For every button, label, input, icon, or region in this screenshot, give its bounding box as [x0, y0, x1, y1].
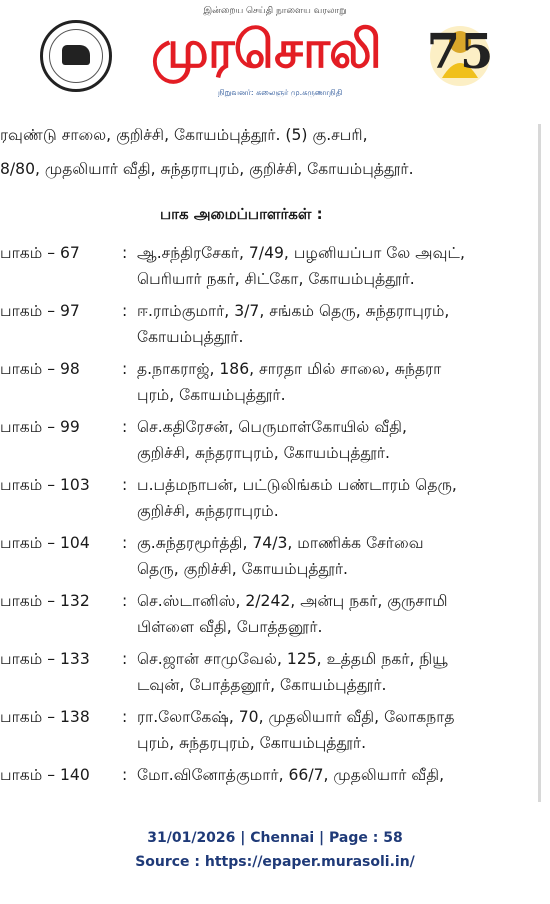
address-line: கு.சுந்தரமூர்த்தி, 74/3, மாணிக்க சேர்வை — [137, 534, 424, 552]
section-heading: பாக அமைப்பாளர்கள் : — [160, 205, 323, 223]
address-line: ப.பத்மநாபன், பட்டுலிங்கம் பண்டாரம் தெரு, — [137, 476, 457, 494]
list-item — [0, 418, 540, 476]
list-item — [0, 534, 540, 592]
lead-line: ரவுண்டு சாலை, குறிச்சி, கோயம்புத்தூர். (5) கு.சபரி, — [0, 126, 368, 144]
booth-label: பாகம் – 98 — [0, 360, 80, 378]
separator: : — [122, 360, 128, 378]
list-item — [0, 302, 540, 360]
separator: : — [122, 302, 128, 320]
list-item — [0, 708, 540, 766]
emblem-logo — [40, 20, 112, 92]
dateline: 31/01/2026 | Chennai | Page : 58 — [147, 830, 403, 846]
source-link[interactable]: Source : https://epaper.murasoli.in/ — [135, 854, 415, 870]
list-item — [0, 244, 540, 302]
page-footer — [0, 826, 550, 874]
list-item — [0, 766, 540, 802]
list-item — [0, 360, 540, 418]
address-line: பிள்ளை வீதி, போத்தனூர். — [137, 618, 323, 636]
address-line: த.நாகராஜ், 186, சாரதா மில் சாலை, சுந்தரா — [137, 360, 442, 378]
lead-line: 8/80, முதலியார் வீதி, சுந்தராபுரம், குறிச்சி, கோயம்புத்தூர். — [0, 160, 414, 178]
anniversary-emblem — [420, 8, 500, 100]
booth-label: பாகம் – 104 — [0, 534, 90, 552]
booth-label: பாகம் – 133 — [0, 650, 90, 668]
address-line: பெரியார் நகர், சிட்கோ, கோயம்புத்தூர். — [137, 270, 415, 288]
booth-label: பாகம் – 67 — [0, 244, 80, 262]
address-line: புரம், சுந்தரபுரம், கோயம்புத்தூர். — [137, 734, 367, 752]
address-line: செ.ஜான் சாமுவேல், 125, உத்தமி நகர், நியூ — [137, 650, 448, 668]
address-line: ரா.லோகேஷ், 70, முதலியார் வீதி, லோகநாத — [137, 708, 455, 726]
list-item — [0, 476, 540, 534]
booth-label: பாகம் – 140 — [0, 766, 90, 784]
address-line: தெரு, குறிச்சி, கோயம்புத்தூர். — [137, 560, 349, 578]
booth-label: பாகம் – 97 — [0, 302, 80, 320]
article-body — [0, 124, 540, 802]
booth-label: பாகம் – 132 — [0, 592, 90, 610]
masthead — [0, 0, 550, 112]
address-line: செ.கதிரேசன், பெருமாள்கோயில் வீதி, — [137, 418, 407, 436]
address-line: ஈ.ராம்குமார், 3/7, சங்கம் தெரு, சுந்தராபுரம், — [137, 302, 450, 320]
separator: : — [122, 244, 128, 262]
address-line: புரம், கோயம்புத்தூர். — [137, 386, 286, 404]
booth-label: பாகம் – 99 — [0, 418, 80, 436]
anniversary-number: 75 — [426, 24, 494, 80]
list-item — [0, 650, 540, 708]
address-line: ஆ.சந்திரசேகர், 7/49, பழனியப்பா லே அவுட், — [137, 244, 465, 262]
address-line: மோ.வினோத்குமார், 66/7, முதலியார் வீதி, — [137, 766, 445, 784]
booth-label: பாகம் – 138 — [0, 708, 90, 726]
separator: : — [122, 534, 128, 552]
separator: : — [122, 650, 128, 668]
separator: : — [122, 766, 128, 784]
address-line: செ.ஸ்டானிஸ், 2/242, அன்பு நகர், குருசாமி — [137, 592, 448, 610]
address-line: குறிச்சி, சுந்தராபுரம். — [137, 502, 279, 520]
column-edge — [538, 124, 541, 802]
masthead-tagline: இன்றைய செய்தி நாளைய வரலாறு — [203, 6, 347, 16]
separator: : — [122, 418, 128, 436]
separator: : — [122, 708, 128, 726]
booth-label: பாகம் – 103 — [0, 476, 90, 494]
newspaper-brand: முரசொலி — [151, 20, 381, 80]
address-line: டவுன், போத்தனூர், கோயம்புத்தூர். — [137, 676, 387, 694]
separator: : — [122, 592, 128, 610]
address-line: கோயம்புத்தூர். — [137, 328, 244, 346]
separator: : — [122, 476, 128, 494]
founder-line: நிறுவனர்: கலைஞர் மு.கருணாநிதி — [218, 88, 343, 97]
list-item — [0, 592, 540, 650]
address-line: குறிச்சி, சுந்தராபுரம், கோயம்புத்தூர். — [137, 444, 391, 462]
